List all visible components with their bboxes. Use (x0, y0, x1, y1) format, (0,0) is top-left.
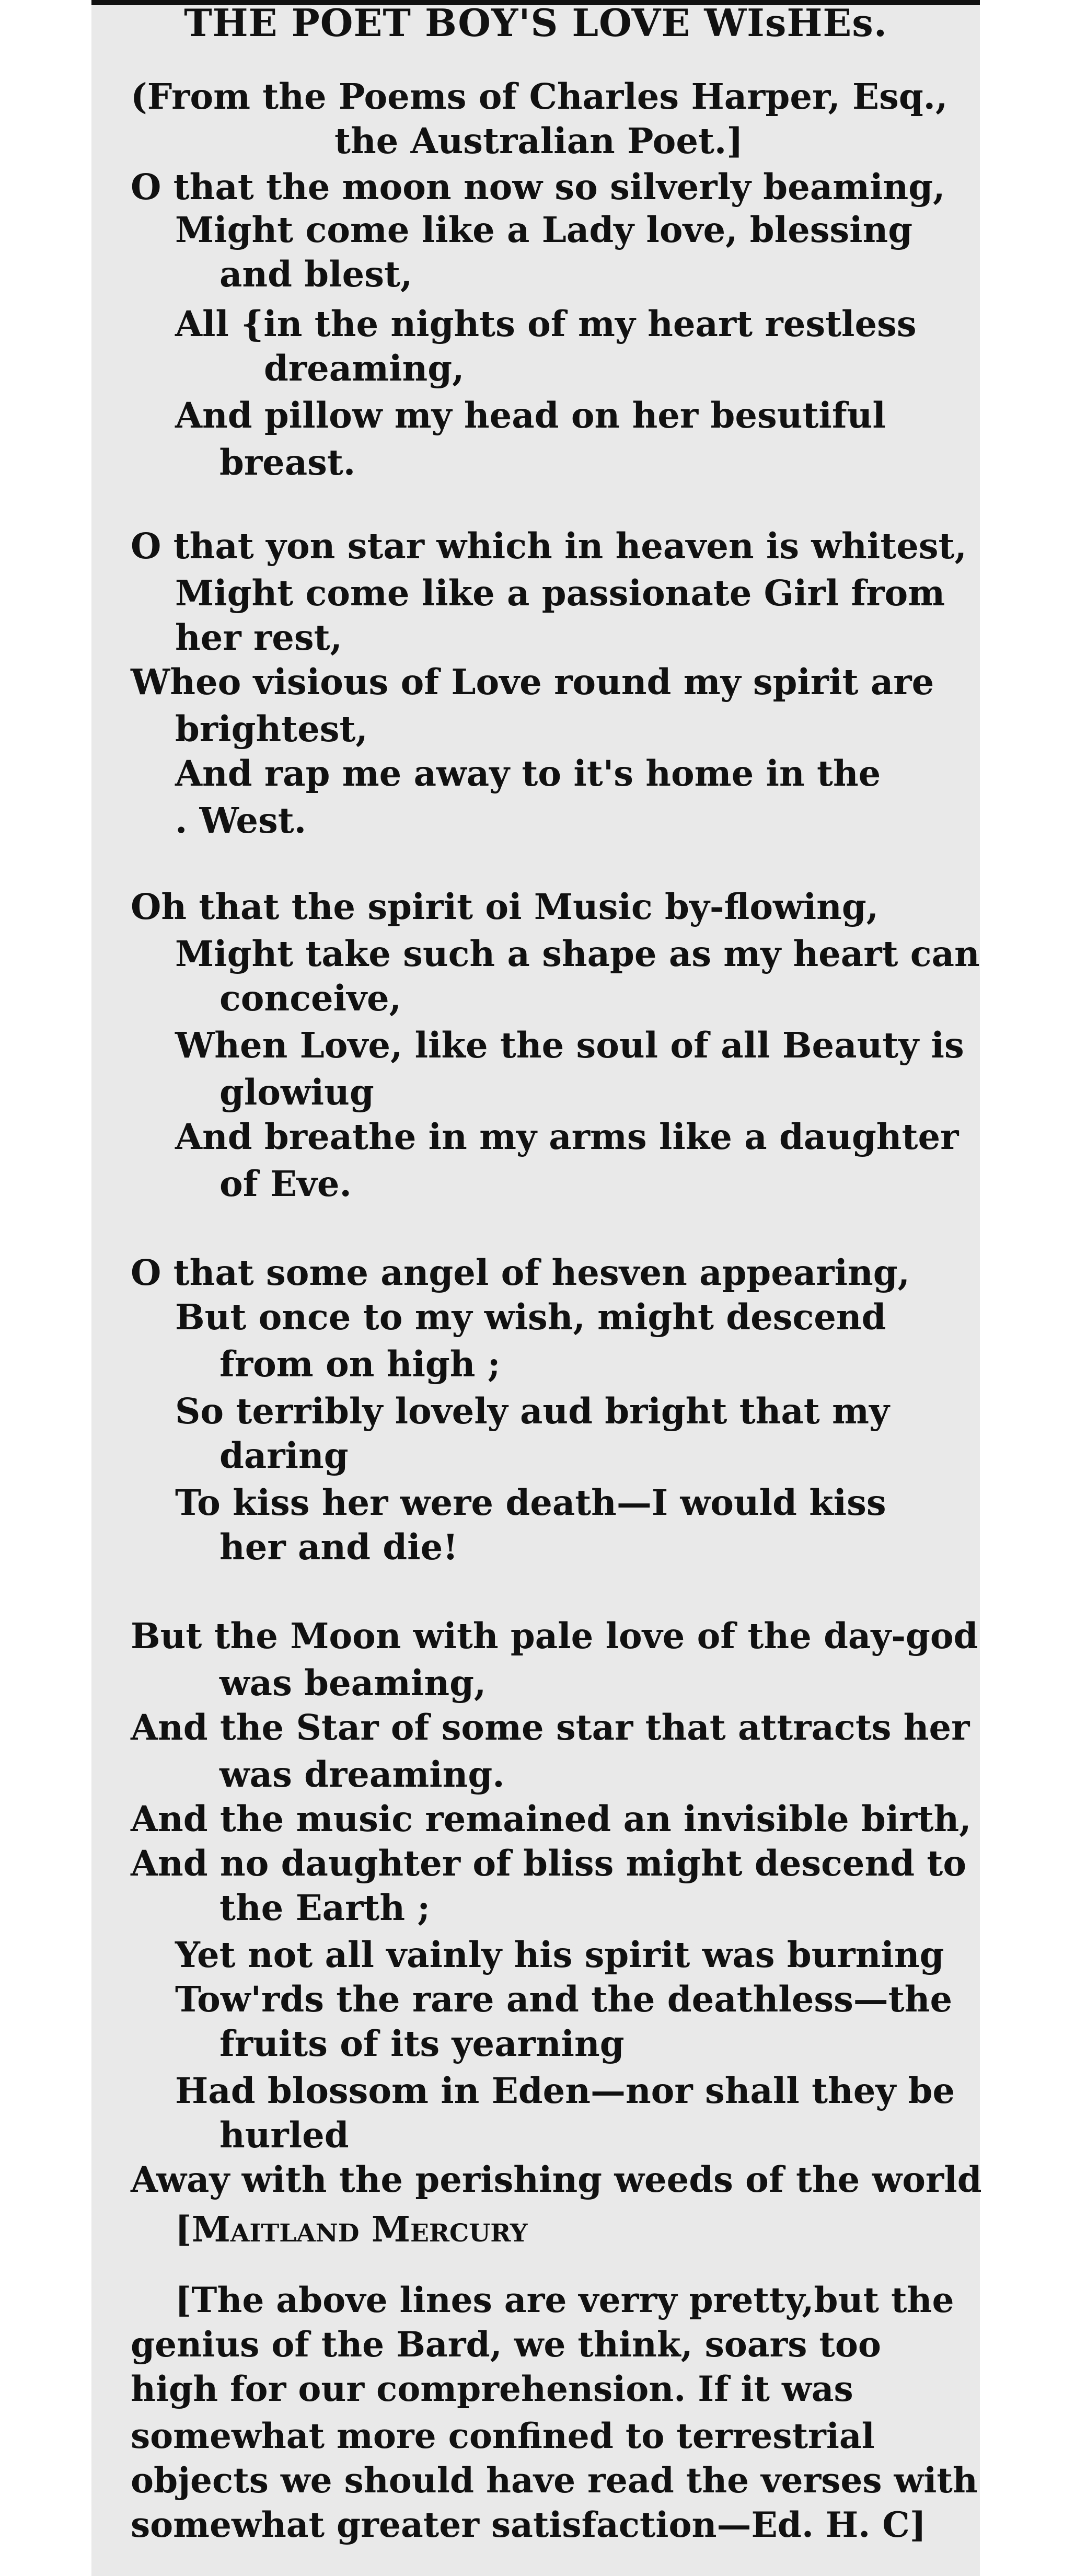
stanza-3-line-4: When Love, like the soul of all Beauty is (175, 1025, 964, 1066)
stanza-1-line-7: breast. (219, 442, 356, 483)
stanza-4-line-1: O that some angel of hesven appearing, (131, 1252, 910, 1293)
stanza-3-line-3: conceive, (219, 978, 401, 1019)
stanza-5-line-9: Tow'rds the rare and the deathless—the (175, 1979, 953, 2020)
stanza-2-line-3: her rest, (175, 617, 342, 658)
stanza-1-line-3: and blest, (219, 254, 413, 295)
editor-note-line-4: somewhat more confined to terrestrial (131, 2416, 875, 2456)
source-line-2: the Australian Poet.] (334, 120, 743, 162)
stanza-4-line-7: her and die! (219, 1526, 458, 1568)
stanza-5-line-10: fruits of its yearning (219, 2023, 625, 2064)
stanza-3-line-5: glowiug (219, 1072, 374, 1113)
stanza-4-line-6: To kiss her were death—I would kiss (175, 1482, 886, 1523)
poem-title: THE POET BOY'S LOVE WIsHEs. (184, 1, 887, 45)
stanza-5-line-1: But the Moon with pale love of the day-god (131, 1615, 978, 1657)
stanza-1-line-1: O that the moon now so silverly beaming, (131, 166, 945, 208)
stanza-1-line-5: dreaming, (264, 348, 465, 389)
editor-note-line-5: objects we should have read the verses with (131, 2460, 978, 2501)
stanza-5-line-5: And the music remained an invisible birth, (131, 1798, 972, 1839)
stanza-4-line-3: from on high ; (219, 1343, 501, 1385)
stanza-5-line-12: hurled (219, 2114, 349, 2156)
stanza-2-line-5: brightest, (175, 708, 368, 750)
stanza-5-line-13: Away with the perishing weeds of the world (131, 2159, 982, 2200)
stanza-2-line-7: . West. (175, 800, 307, 841)
stanza-5-line-7: the Earth ; (219, 1887, 431, 1928)
source-line-1: (From the Poems of Charles Harper, Esq., (131, 76, 948, 117)
stanza-4-line-5: daring (219, 1435, 349, 1476)
stanza-4-line-4: So terribly lovely aud bright that my (175, 1390, 889, 1432)
editor-note-line-6: somewhat greater satisfaction—Ed. H. C] (131, 2504, 926, 2545)
stanza-5-line-3: And the Star of some star that attracts her (131, 1707, 970, 1748)
editor-note-line-1: [The above lines are verry pretty,but the (175, 2280, 954, 2320)
stanza-3-line-1: Oh that the spirit oi Music by-flowing, (131, 886, 879, 927)
editor-note-line-3: high for our comprehension. If it was (131, 2368, 853, 2409)
stanza-2-line-2: Might come like a passionate Girl from (175, 572, 945, 614)
credit-line: [Maitland Mercury (175, 2209, 528, 2250)
editor-note-line-2: genius of the Bard, we think, soars too (131, 2324, 881, 2365)
stanza-2-line-4: Wheo visious of Love round my spirit are (131, 661, 934, 703)
stanza-1-line-6: And pillow my head on her besutiful (175, 395, 886, 436)
stanza-1-line-4: All {in the nights of my heart restless (175, 303, 917, 344)
stanza-5-line-6: And no daughter of bliss might descend to (131, 1843, 967, 1884)
stanza-2-line-6: And rap me away to it's home in the (175, 753, 881, 794)
newspaper-clipping (91, 0, 980, 2576)
stanza-2-line-1: O that yon star which in heaven is whitest, (131, 525, 967, 567)
stanza-5-line-11: Had blossom in Eden—nor shall they be (175, 2070, 955, 2111)
stanza-4-line-2: But once to my wish, might descend (175, 1296, 886, 1338)
stanza-3-line-6: And breathe in my arms like a daughter (175, 1116, 959, 1157)
stanza-5-line-4: was dreaming. (219, 1754, 505, 1795)
stanza-5-line-8: Yet not all vainly his spirit was burning (175, 1934, 944, 1975)
stanza-3-line-7: of Eve. (219, 1163, 352, 1204)
stanza-1-line-2: Might come like a Lady love, blessing (175, 209, 913, 250)
stanza-3-line-2: Might take such a shape as my heart can (175, 933, 980, 974)
stanza-5-line-2: was beaming, (219, 1662, 487, 1704)
